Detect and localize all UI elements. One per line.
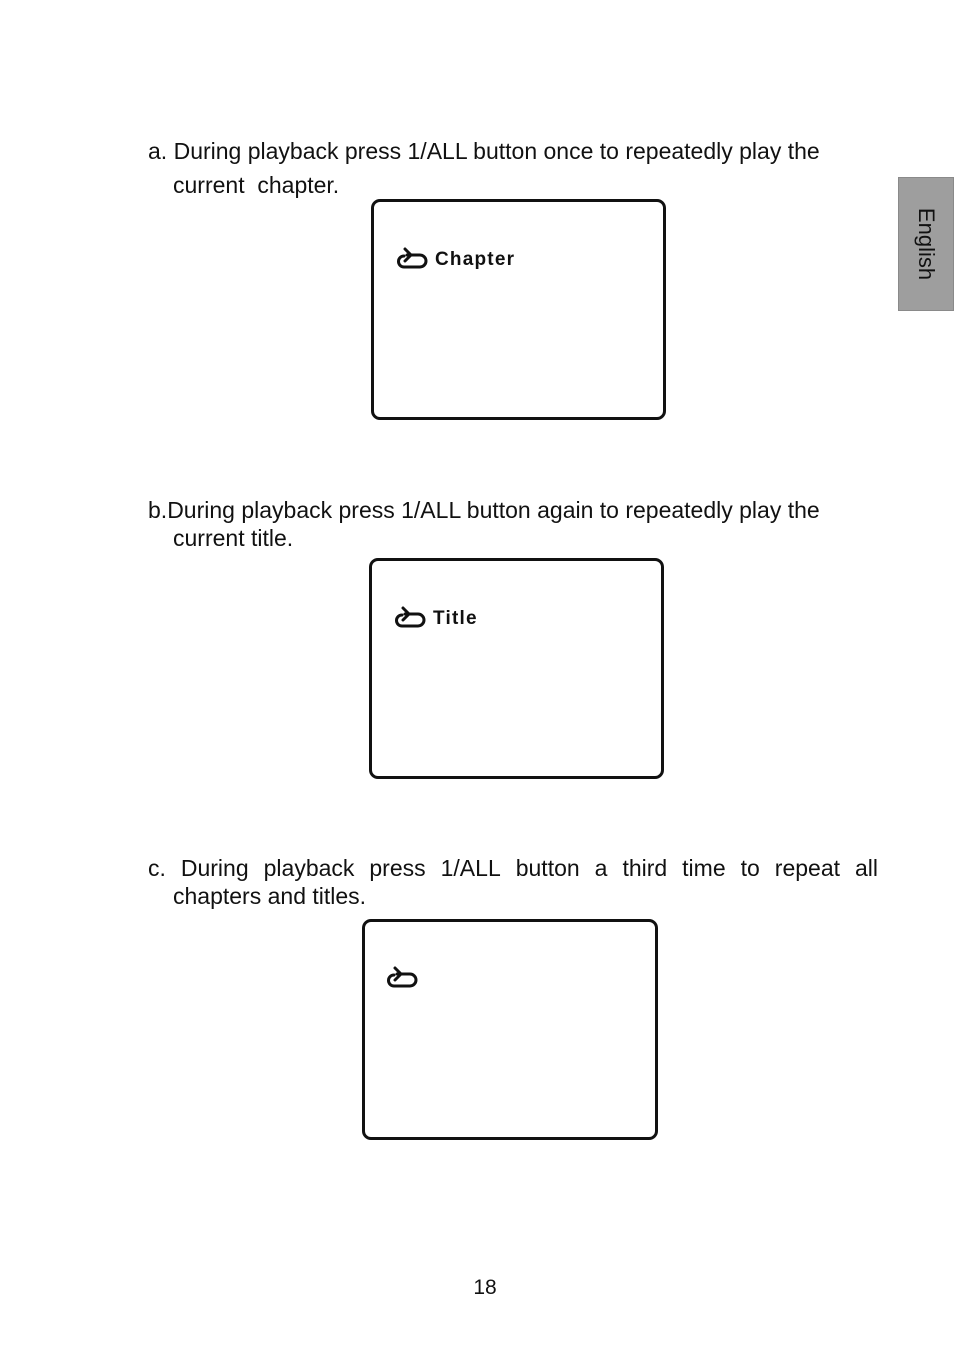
step-c-word: to [740, 855, 760, 881]
osd-chapter-label: Chapter [435, 249, 516, 270]
step-c-text-cont: chapters and titles. [173, 883, 367, 909]
step-c-word: repeat [774, 855, 840, 881]
language-tab-label: English [914, 207, 939, 281]
step-c-word: playback [263, 855, 355, 881]
step-c-word: all [854, 855, 878, 881]
step-c [148, 854, 878, 910]
osd-chapter [396, 246, 515, 274]
step-a-marker: a. [148, 138, 168, 164]
step-c-word: time [682, 855, 726, 881]
osd-title [394, 605, 478, 633]
language-tab [898, 177, 954, 311]
repeat-icon [386, 965, 420, 993]
repeat-icon [396, 246, 430, 274]
repeat-icon [394, 605, 428, 633]
osd-screen-title [369, 558, 664, 779]
step-c-marker: c. [148, 855, 166, 881]
step-b-marker: b. [148, 497, 168, 523]
step-b [148, 496, 878, 552]
step-c-word: 1/ALL [440, 855, 501, 881]
osd-screen-all [362, 919, 658, 1140]
step-c-word: button [515, 855, 580, 881]
step-b-text-cont: current title. [173, 525, 294, 551]
page-number: 18 [473, 1276, 497, 1299]
osd-title-label: Title [433, 608, 478, 629]
step-c-word: During [180, 855, 249, 881]
step-b-text: During playback press 1/ALL button again to repeatedly play the [167, 497, 820, 523]
osd-screen-chapter [371, 199, 666, 420]
step-c-word: third [622, 855, 668, 881]
step-c-word: a [594, 855, 608, 881]
step-a-text: During playback press 1/ALL button once to repeatedly play the [173, 138, 820, 164]
step-a [148, 137, 878, 199]
step-c-word: press [369, 855, 426, 881]
step-a-text-cont: current chapter. [173, 172, 340, 198]
osd-all [386, 965, 425, 993]
